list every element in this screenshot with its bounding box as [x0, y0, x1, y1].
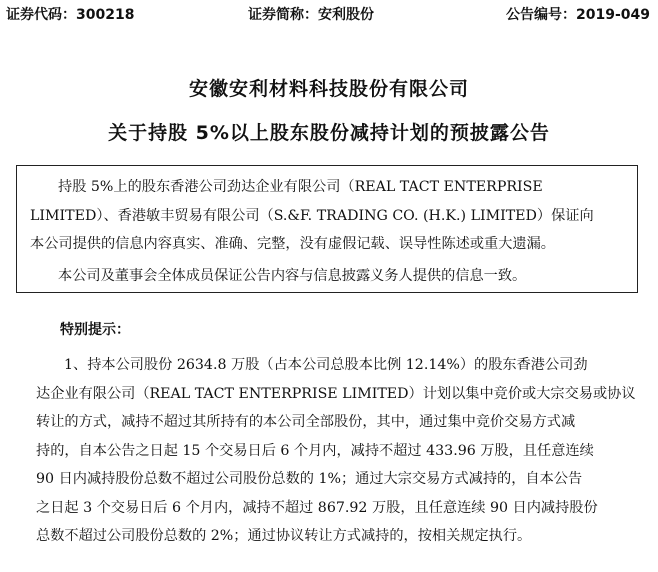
- board-statement: [30, 262, 630, 291]
- body-line: 总数不超过公司股份总数的 2%；通过协议转让方式减持的，按相关规定执行。: [36, 528, 532, 544]
- body-line: 转让的方式，减持不超过其所持有的本公司全部股份，其中，通过集中竞价交易方式减: [36, 414, 576, 430]
- notice-line: 持股 5%上的股东香港公司劲达企业有限公司（REAL TACT ENTERPRISE: [58, 179, 543, 195]
- document-header: [0, 4, 658, 26]
- notice-paragraph: [30, 173, 630, 259]
- special-tip-heading: 特别提示：: [60, 322, 130, 338]
- notice-line: 本公司提供的信息内容真实、准确、完整，没有虚假记载、误导性陈述或重大遗漏。: [30, 236, 555, 252]
- company-title: 安徽安利材料科技股份有限公司: [188, 78, 469, 100]
- board-statement-line: 本公司及董事会全体成员保证公告内容与信息披露义务人提供的信息一致。: [58, 268, 527, 284]
- announcement-title: 关于持股 5%以上股东股份减持计划的预披露公告: [108, 122, 550, 144]
- body-line: 之日起 3 个交易日后 6 个月内，减持不超过 867.92 万股，且任意连续 90 日内减持股份: [36, 499, 598, 516]
- notice-line: LIMITED）、香港敏丰贸易有限公司（S.&F. TRADING CO. (H.K.) LIMITED）保证向: [30, 207, 594, 224]
- body-line: 达企业有限公司（REAL TACT ENTERPRISE LIMITED）计划以集中竞价或大宗交易或协议: [36, 385, 636, 402]
- stock-abbreviation: 证券简称：安利股份: [248, 7, 374, 23]
- body-line: 90 日内减持股份总数不超过公司股份总数的 1%；通过大宗交易方式减持的，自本公告: [36, 471, 583, 487]
- stock-code: 证券代码：300218: [6, 7, 135, 23]
- announcement-number: 公告编号：2019-049: [506, 7, 650, 23]
- body-line: 持的，自本公告之日起 15 个交易日后 6 个月内，减持不超过 433.96 万股，且任意连续: [36, 442, 594, 459]
- body-line: 1、持本公司股份 2634.8 万股（占本公司总股本比例 12.14%）的股东香港公司劲: [64, 357, 588, 373]
- special-tip-item-1: [36, 351, 654, 551]
